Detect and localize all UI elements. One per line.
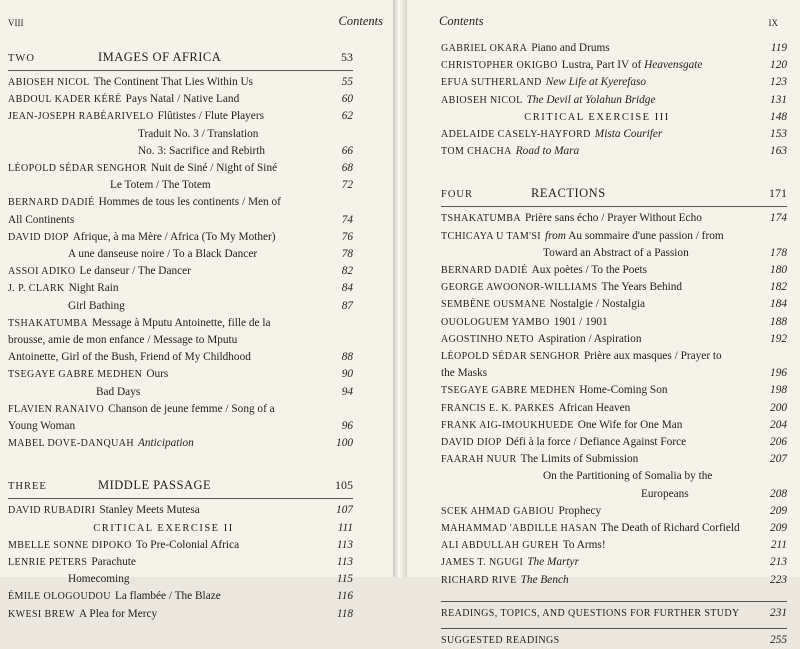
toc-entry: GEORGE AWOONOR-WILLIAMS The Years Behind 182	[441, 281, 787, 294]
section-heading: TWO IMAGES OF AFRICA 53	[8, 50, 353, 64]
left-page	[0, 0, 393, 620]
page-number-right: ix	[768, 14, 778, 29]
toc-entry: LÉOPOLD SÉDAR SENGHOR Prière aux masques / Prayer to	[441, 350, 722, 363]
toc-entry: ÉMILE OLOGOUDOU La flambée / The Blaze 116	[8, 590, 353, 603]
toc-entry: No. 3: Sacrifice and Rebirth 66	[138, 144, 353, 157]
toc-entry: Traduit No. 3 / Translation	[138, 127, 259, 140]
toc-entry: ABIOSEH NICOL The Devil at Yolahun Bridge 131	[441, 93, 787, 106]
toc-entry: J. P. CLARK Night Rain 84	[8, 282, 353, 295]
toc-entry: KWESI BREW A Plea for Mercy 118	[8, 607, 353, 620]
toc-entry: OUOLOGUEM YAMBO 1901 / 1901 188	[441, 315, 787, 328]
toc-entry: Young Woman 96	[8, 420, 353, 433]
toc-entry: FRANCIS E. K. PARKES African Heaven 200	[441, 401, 787, 414]
running-head-right: Contents	[439, 14, 484, 28]
toc-entry: brousse, amie de mon enfance / Message to Mputu	[8, 334, 238, 347]
toc-entry-readings: READINGS, TOPICS, AND QUESTIONS FOR FURTHER STUDY 231	[441, 606, 787, 619]
toc-entry: A une danseuse noire / To a Black Dancer 78	[68, 248, 353, 261]
toc-entry: ABIOSEH NICOL The Continent That Lies Within Us 55	[8, 76, 353, 88]
toc-entry: CRITICAL EXERCISE III 148	[524, 110, 787, 123]
toc-entry: Girl Bathing 87	[68, 299, 353, 312]
section-heading: FOUR REACTIONS 171	[441, 186, 787, 201]
toc-entry: ALI ABDULLAH GUREH To Arms! 211	[441, 539, 787, 552]
toc-entry: DAVID RUBADIRI Stanley Meets Mutesa 107	[8, 504, 353, 517]
toc-entry: Homecoming 115	[68, 573, 353, 586]
toc-entry: AGOSTINHO NETO Aspiration / Aspiration 192	[441, 332, 787, 345]
toc-entry: FAARAH NUUR The Limits of Submission 207	[441, 453, 787, 466]
running-head-left: Contents	[338, 14, 383, 28]
toc-entry: TSEGAYE GABRE MEDHEN Home-Coming Son 198	[441, 384, 787, 397]
toc-entry: Bad Days 94	[96, 385, 353, 398]
toc-entry: TSEGAYE GABRE MEDHEN Ours 90	[8, 368, 353, 381]
toc-entry: LENRIE PETERS Parachute 113	[8, 556, 353, 569]
toc-entry: BERNARD DADIÉ Aux poètes / To the Poets 180	[441, 264, 787, 277]
toc-entry: TSHAKATUMBA Prière sans écho / Prayer Without Echo 174	[441, 212, 787, 225]
toc-entry: On the Partitioning of Somalia by the	[543, 470, 713, 483]
book-gutter	[393, 0, 407, 577]
toc-entry: DAVID DIOP Défi à la force / Defiance Against Force 206	[441, 436, 787, 449]
page-number-left: viii	[8, 14, 24, 29]
toc-entry: Toward an Abstract of a Passion 178	[543, 246, 787, 259]
right-page	[407, 0, 800, 647]
toc-entry: MBELLE SONNE DIPOKO To Pre-Colonial Africa 113	[8, 538, 353, 551]
section-heading: THREE MIDDLE PASSAGE 105	[8, 478, 353, 493]
toc-entry: the Masks 196	[441, 367, 787, 380]
toc-entry: CRITICAL EXERCISE II 111	[93, 521, 353, 534]
toc-entry: BERNARD DADIÉ Hommes de tous les continents / Men of	[8, 196, 281, 209]
toc-entry: ASSOI ADIKO Le danseur / The Dancer 82	[8, 265, 353, 278]
toc-entry: SEMBÈNE OUSMANE Nostalgie / Nostalgia 184	[441, 298, 787, 311]
toc-entry: ABDOUL KADER KÉRÉ Pays Natal / Native Land 60	[8, 93, 353, 106]
toc-entry: TSHAKATUMBA Message à Mputu Antoinette, fille de la	[8, 316, 271, 329]
toc-entry: DAVID DIOP Afrique, à ma Mère / Africa (To My Mother) 76	[8, 230, 353, 243]
toc-entry: MAHAMMAD 'ABDILLE HASAN The Death of Richard Corfield 209	[441, 522, 787, 535]
toc-left	[8, 44, 353, 623]
toc-entry: FLAVIEN RANAIVO Chanson de jeune femme / Song of a	[8, 402, 275, 415]
toc-entry: ADELAIDE CASELY-HAYFORD Mista Courifer 153	[441, 128, 787, 141]
toc-entry: GABRIEL OKARA Piano and Drums 119	[441, 42, 787, 54]
toc-entry: All Continents 74	[8, 213, 353, 226]
toc-entry: FRANK AIG-IMOUKHUEDE One Wife for One Man 204	[441, 418, 787, 431]
toc-entry: MABEL DOVE-DANQUAH Anticipation 100	[8, 437, 353, 450]
toc-entry-suggested: SUGGESTED READINGS 255	[441, 634, 787, 647]
toc-right	[441, 40, 787, 649]
toc-entry: EFUA SUTHERLAND New Life at Kyerefaso 123	[441, 76, 787, 89]
toc-entry: LÉOPOLD SÉDAR SENGHOR Nuit de Siné / Night of Siné 68	[8, 162, 353, 175]
toc-entry: SCEK AHMAD GABIOU Prophecy 209	[441, 504, 787, 517]
toc-entry: JAMES T. NGUGI The Martyr 213	[441, 556, 787, 569]
toc-entry: TCHICAYA U TAM'SI from Au sommaire d'une passion / from	[441, 229, 724, 242]
toc-entry: Antoinette, Girl of the Bush, Friend of My Childhood 88	[8, 351, 353, 364]
toc-entry: Europeans 208	[641, 487, 787, 500]
toc-entry: TOM CHACHA Road to Mara 163	[441, 145, 787, 158]
toc-entry: RICHARD RIVE The Bench 223	[441, 573, 787, 586]
toc-entry: CHRISTOPHER OKIGBO Lustra, Part IV of Heavensgate 120	[441, 59, 787, 72]
toc-entry: Le Totem / The Totem 72	[110, 179, 353, 192]
toc-entry: JEAN-JOSEPH RABÉARIVELO Flûtistes / Flute Players 62	[8, 110, 353, 123]
